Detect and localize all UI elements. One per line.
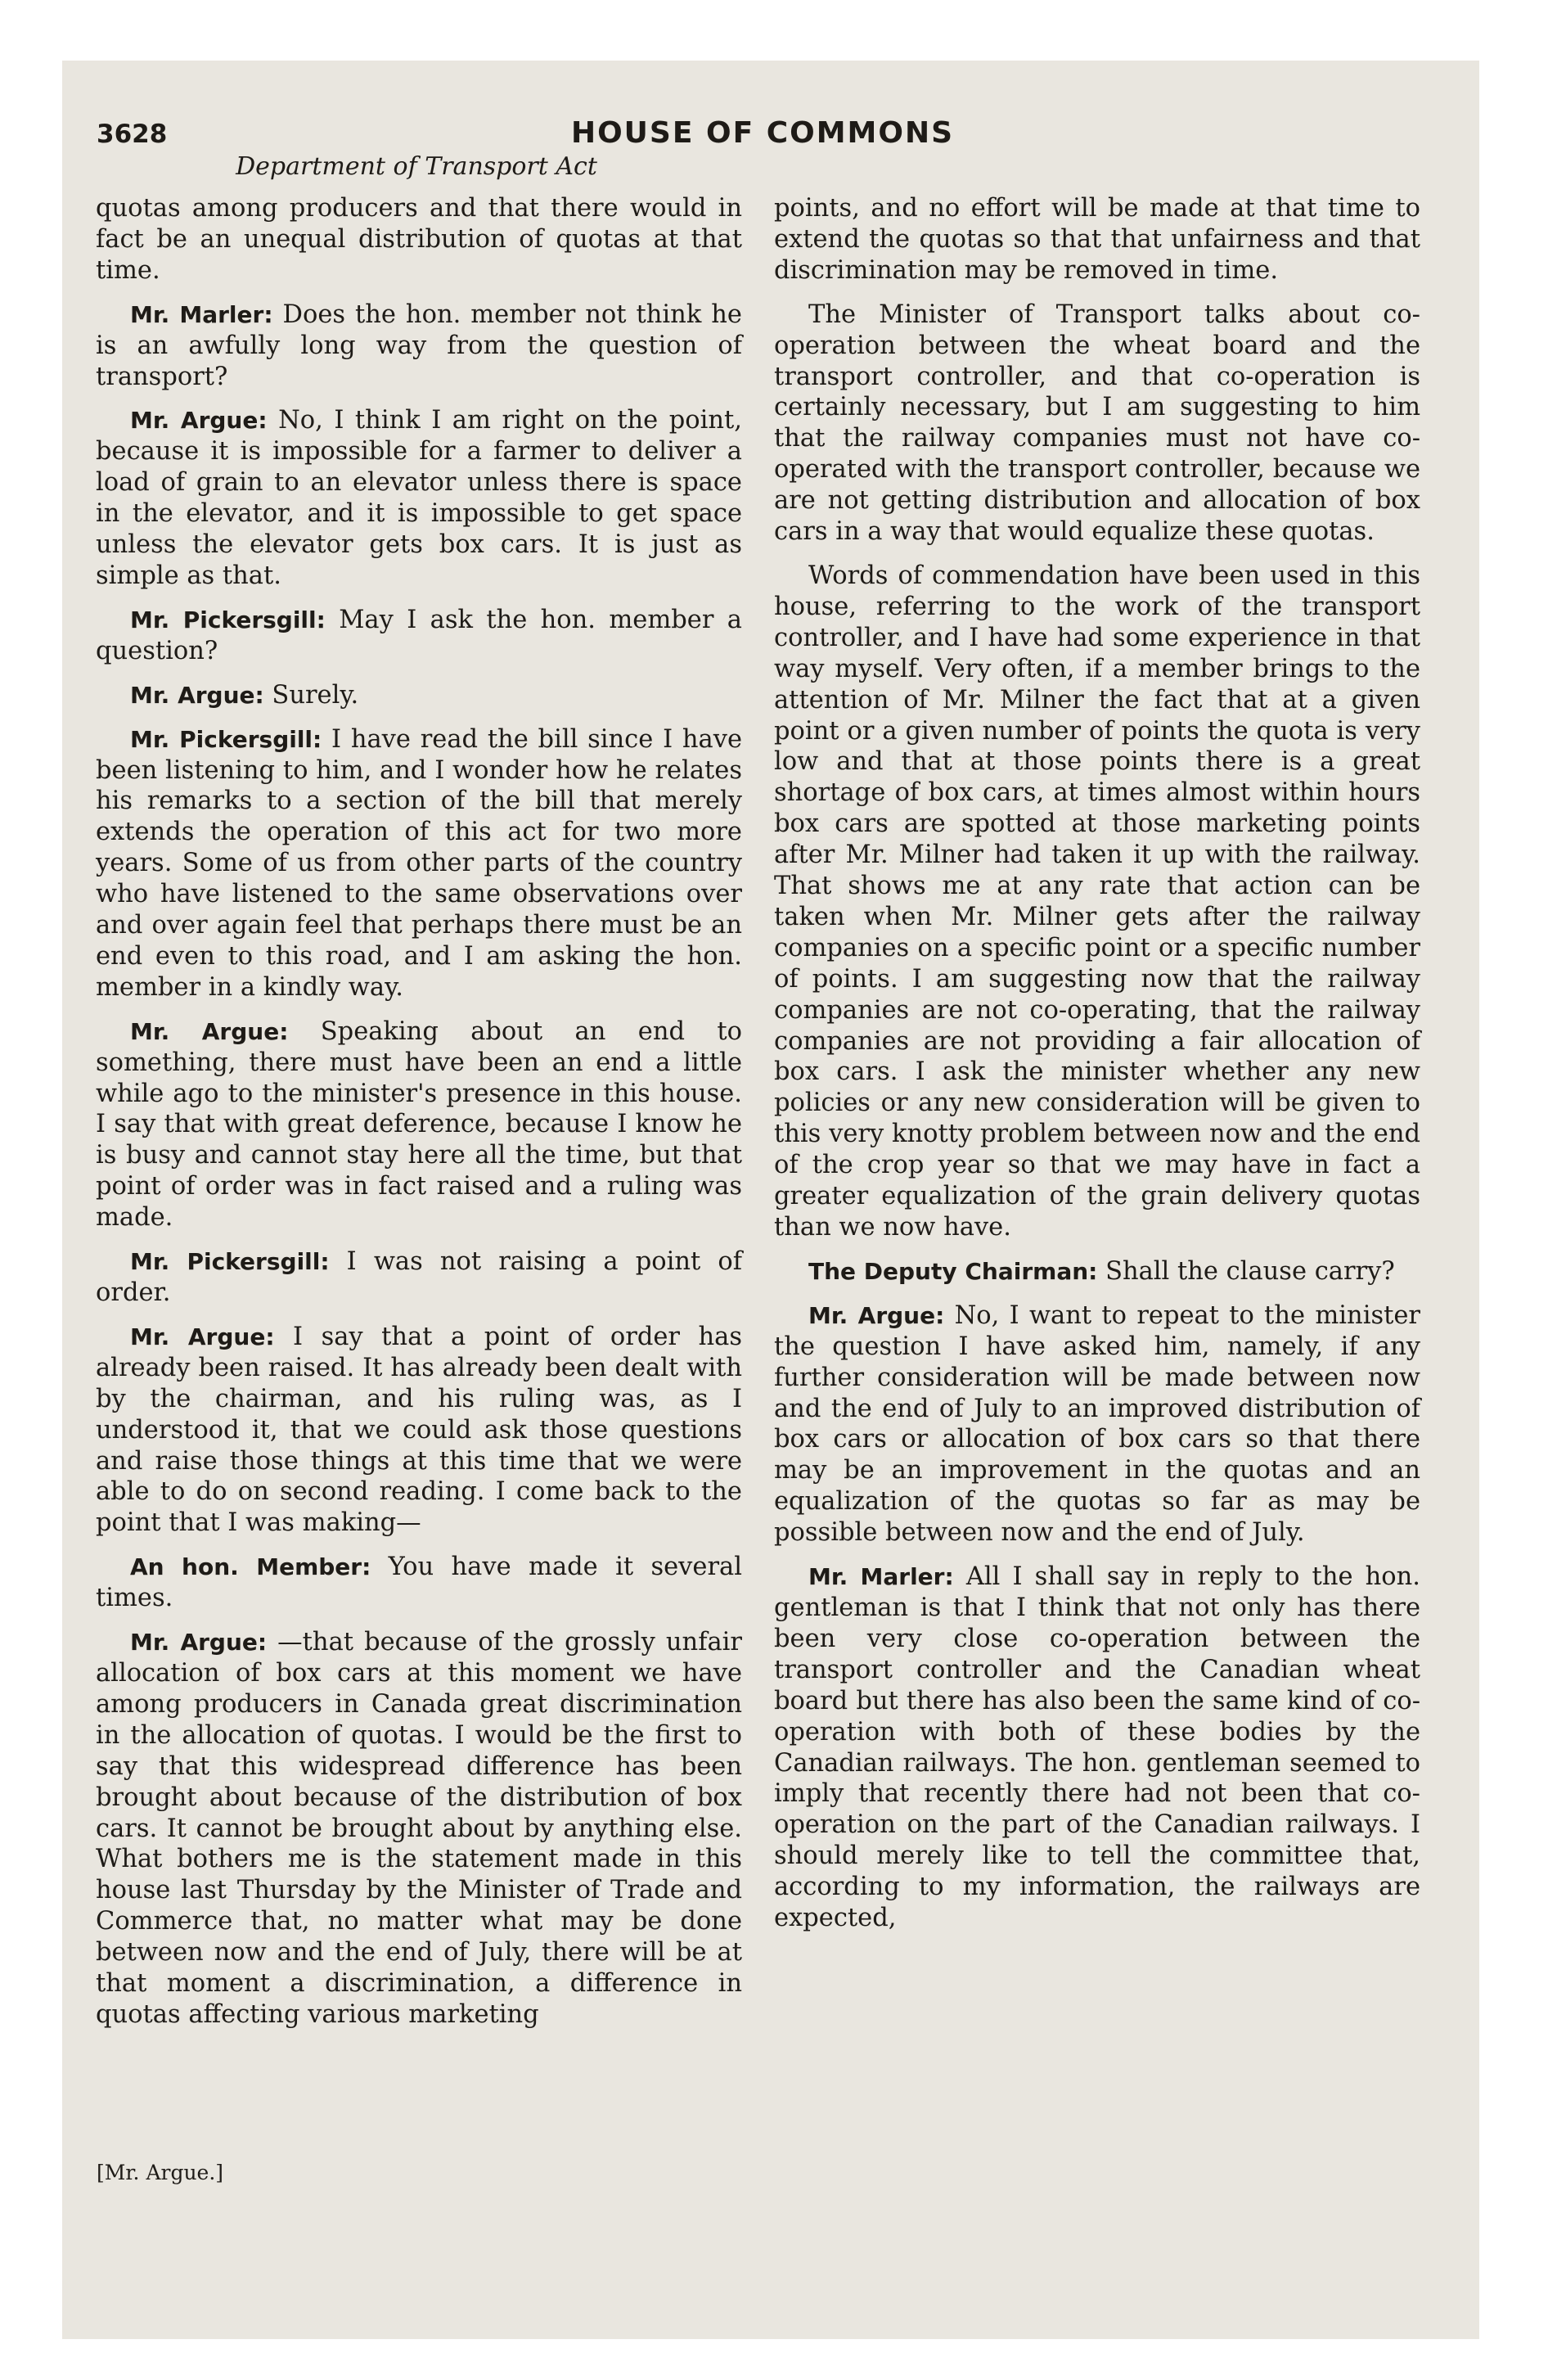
speaker-name: An hon. Member: xyxy=(130,1553,371,1581)
right-column xyxy=(774,193,1420,1947)
paragraph-text: points, and no effort will be made at that time to extend the quotas so that that unfairness and that discrimination may be removed in time. xyxy=(774,194,1420,285)
paragraph xyxy=(774,561,1420,1243)
paragraph-text: Words of commendation have been used in this house, referring to the work of the transport controller, and I have had some experience in that way myself. Very often, if a member brings to the attention of Mr. Milner the fact that at a given point or a given number of points the quota is very low and that at those points there is a great shortage of box cars, at times almost within hours box cars are spotted at those marketing points after Mr. Milner had taken it up with the railway. That shows me at any rate that action can be taken when Mr. Milner gets after the railway companies on a specific point or a specific number of points. I am suggesting now that the railway companies are not co-operating, that the railway companies are not providing a fair allocation of box cars. I ask the minister whether any new policies or any new consideration will be given to this very knotty problem between now and the end of the crop year so that we may have in fact a greater equalization of the grain delivery quotas than we now have. xyxy=(774,561,1420,1242)
paragraph-text: quotas among producers and that there would in fact be an unequal distribution of quotas at that time. xyxy=(96,194,742,285)
left-column xyxy=(96,193,742,2044)
paragraph-text: All I shall say in reply to the hon. gentleman is that I think that not only has there been very close co-operation between the transport controller and the Canadian wheat board but there has also been the same kind of co-operation with both of these bodies by the Canadian railways. The hon. gentleman seemed to imply that recently there had not been that co-operation on the part of the Canadian railways. I should merely like to tell the committee that, according to my information, the railways are expected, xyxy=(774,1562,1420,1933)
speaker-name: The Deputy Chairman: xyxy=(808,1257,1098,1285)
speaker-name: Mr. Pickersgill: xyxy=(130,606,326,633)
paragraph-text: I was not raising a point of order. xyxy=(96,1247,742,1307)
paragraph xyxy=(774,1256,1420,1287)
paragraph xyxy=(96,1552,742,1614)
page-title: HOUSE OF COMMONS xyxy=(570,116,955,150)
paragraph xyxy=(774,1562,1420,1934)
speaker-name: Mr. Argue: xyxy=(130,1323,275,1350)
paragraph-text: You have made it several times. xyxy=(96,1553,742,1613)
speaker-name: Mr. Argue: xyxy=(808,1301,945,1329)
paragraph-text: —that because of the grossly unfair allocation of box cars at this moment we have among producers in Canada great discrimination in the allocation of quotas. I would be the first to say that this widespread difference has been brought about because of the distribution of box cars. It cannot be brought about by anything else. What bothers me is the statement made in this house last Thursday by the Minister of Trade and Commerce that, no matter what may be done between now and the end of July, there will be at that moment a discrimination, a difference in quotas affecting various marketing xyxy=(96,1628,742,2029)
paragraph-text: Shall the clause carry? xyxy=(1105,1256,1395,1286)
page-number: 3628 xyxy=(97,119,168,149)
paragraph xyxy=(96,1322,742,1539)
paragraph-text: I have read the bill since I have been listening to him, and I wonder how he relates his remarks to a section of the bill that merely extends the operation of this act for two more years. Some of us from other parts of the country who have listened to the same observations over and over again feel that perhaps there must be an end even to this road, and I am asking the hon. member in a kindly way. xyxy=(96,724,742,1002)
paragraph xyxy=(774,300,1420,548)
speaker-name: Mr. Argue: xyxy=(130,407,268,435)
paragraph-text: No, I want to repeat to the minister the question I have asked him, namely, if any further consideration will be made between now and the end of July to an improved distribution of box cars or allocation of box cars so that there may be an improvement in the quotas and an equalization of the quotas so far as may be possible between now and the end of July. xyxy=(774,1300,1420,1548)
paragraph xyxy=(774,193,1420,286)
paragraph xyxy=(96,605,742,667)
paragraph xyxy=(96,724,742,1003)
paragraph-text: The Minister of Transport talks about co-operation between the wheat board and the transport controller, and that co-operation is certainly necessary, but I am suggesting to him that the railway companies must not have co-operated with the transport controller, because we are not getting distribution and allocation of box cars in a way that would equalize these quotas. xyxy=(774,300,1420,547)
section-title: Department of Transport Act xyxy=(236,152,597,181)
paragraph-text: No, I think I am right on the point, because it is impossible for a farmer to deliver a load of grain to an elevator unless there is space in the elevator, and it is impossible to get space unless the elevator gets box cars. It is just as simple as that. xyxy=(96,406,742,590)
paragraph-text: I say that a point of order has already been raised. It has already been dealt with by the chairman, and his ruling was, as I understood it, that we could ask those questions and raise those things at this time that we were able to do on second reading. I come back to the point that I was making— xyxy=(96,1322,742,1538)
speaker-name: Mr. Argue: xyxy=(130,1017,289,1045)
paragraph-text: Speaking about an end to something, there must have been an end a little while ago to the minister's presence in this house. I say that with great deference, because I know he is busy and cannot stay here all the time, but that point of order was in fact raised and a ruling was made. xyxy=(96,1016,742,1233)
paragraph xyxy=(96,1627,742,2031)
speaker-footer-note: [Mr. Argue.] xyxy=(97,2161,224,2184)
paragraph-text: May I ask the hon. member a question? xyxy=(96,605,742,665)
paragraph xyxy=(774,1300,1420,1548)
paragraph xyxy=(96,193,742,286)
paragraph xyxy=(96,1246,742,1309)
speaker-name: Mr. Marler: xyxy=(808,1563,954,1591)
speaker-name: Mr. Pickersgill: xyxy=(130,1248,330,1276)
paragraph-text: Does the hon. member not think he is an awfully long way from the question of transport? xyxy=(96,300,742,391)
speaker-name: Mr. Argue: xyxy=(130,681,264,709)
speaker-name: Mr. Argue: xyxy=(130,1629,268,1657)
paragraph xyxy=(96,680,742,711)
paragraph xyxy=(96,300,742,393)
paragraph xyxy=(96,405,742,591)
paragraph xyxy=(96,1016,742,1233)
speaker-name: Mr. Pickersgill: xyxy=(130,725,322,753)
speaker-name: Mr. Marler: xyxy=(130,300,273,328)
paragraph-text: Surely. xyxy=(272,680,359,710)
